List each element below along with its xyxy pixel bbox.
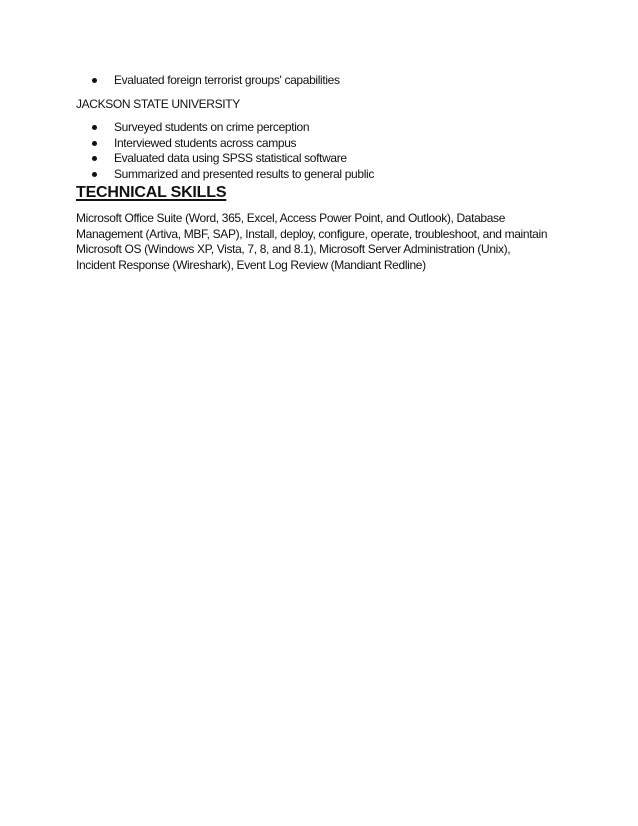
- bullet-text: Interviewed students across campus: [114, 135, 297, 150]
- list-item: [76, 73, 576, 89]
- bullet-text: Summarized and presented results to general public: [114, 166, 374, 181]
- experience-bullets-top: [76, 73, 576, 89]
- list-item: [76, 151, 576, 167]
- skills-line: Management (Artiva, MBF, SAP), Install, deploy, configure, operate, troubleshoot, and maintain: [76, 226, 548, 241]
- bullet-icon: [92, 141, 97, 146]
- bullet-list: [76, 73, 576, 89]
- skills-line: Incident Response (Wireshark), Event Log Review (Mandiant Redline): [76, 257, 426, 272]
- list-item: [76, 120, 576, 136]
- technical-skills-body: [76, 211, 586, 273]
- bullet-icon: [92, 78, 97, 83]
- bullet-list: [76, 120, 576, 182]
- bullet-text: Surveyed students on crime perception: [114, 120, 310, 134]
- technical-skills-section: [76, 184, 576, 202]
- organization-name: JACKSON STATE UNIVERSITY: [76, 97, 240, 111]
- jackson-state-bullets: [76, 120, 576, 182]
- skills-line: Microsoft OS (Windows XP, Vista, 7, 8, and 8.1), Microsoft Server Administration (Unix),: [76, 242, 511, 256]
- bullet-icon: [92, 125, 97, 130]
- bullet-text: Evaluated data using SPSS statistical software: [114, 151, 347, 165]
- section-heading: TECHNICAL SKILLS: [76, 184, 227, 201]
- list-item: [76, 167, 576, 183]
- bullet-text: Evaluated foreign terrorist groups' capabilities: [114, 73, 340, 87]
- bullet-icon: [92, 172, 97, 177]
- jackson-state-section: [76, 97, 576, 112]
- bullet-icon: [92, 156, 97, 161]
- skills-line: Microsoft Office Suite (Word, 365, Excel, Access Power Point, and Outlook), Database: [76, 211, 506, 225]
- list-item: [76, 136, 576, 152]
